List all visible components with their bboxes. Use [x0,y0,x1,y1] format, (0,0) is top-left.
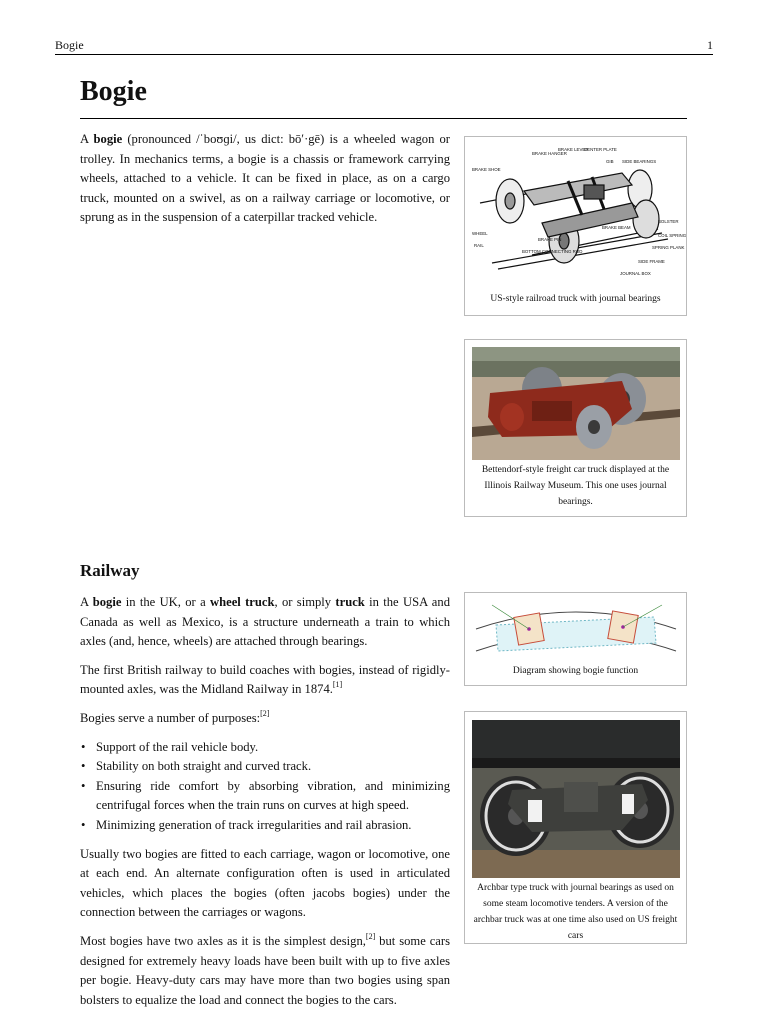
figure-bettendorf [464,339,687,517]
svg-text:BOTTOM CONNECTING ROD: BOTTOM CONNECTING ROD [522,249,583,254]
svg-text:BRAKE HANGER: BRAKE HANGER [532,151,567,156]
list-item: • Support of the rail vehicle body. [96,738,450,758]
intro-paragraph: A bogie (pronounced /ˈboʊɡi/, us dict: bō′·gē) is a wheeled wagon or trolley. In mechanics terms, a bogie is a chassis or framework carrying wheels, attached to a vehicle. It can be fixed in place, as on a cargo truck, mounted on a swivel, as on a railway carriage or locomotive, or sprung as in the suspension of a caterpillar tracked vehicle. [80,132,450,225]
list-item: • Stability on both straight and curved track. [96,757,450,777]
purposes-list [80,738,450,836]
figure-caption: Diagram showing bogie function [512,666,639,676]
running-head [55,38,713,53]
svg-text:JOURNAL BOX: JOURNAL BOX [620,271,651,276]
page-title: Bogie [80,76,147,107]
archbar-photo-art [472,720,680,878]
us-truck-diagram[interactable] [472,143,687,283]
railway-paragraph-2: The first British railway to build coaches with bogies, instead of rigidly-mounted axles, was the Midland Railway in 1874.[1] [80,662,450,697]
title-divider [80,118,687,119]
svg-text:CENTER PLATE: CENTER PLATE [584,147,617,152]
figure-caption: Archbar type truck with journal bearings as used on some steam locomotive tenders. A version of the archbar truck was at one time also used on US freight cars [473,883,678,941]
railway-section [80,593,450,1019]
svg-text:GIB: GIB [606,159,614,164]
reference-link[interactable]: [2] [365,931,376,941]
svg-text:SIDE FRAME: SIDE FRAME [638,259,665,264]
list-item: • Minimizing generation of track irregularities and rail abrasion. [96,816,450,836]
bogie-function-diagram[interactable] [472,599,680,663]
list-item: • Ensuring ride comfort by absorbing vibration, and minimizing centrifugal forces when the train runs on curves at high speed. [96,777,450,816]
truck-drawing [472,143,687,283]
archbar-photo[interactable] [472,720,680,878]
railway-paragraph-3: Bogies serve a number of purposes:[2] [80,708,270,725]
header-divider [55,54,713,55]
reference-link[interactable]: [1] [332,680,343,690]
svg-text:BRAKE PIN: BRAKE PIN [538,237,562,242]
svg-text:BRAKE BEAM: BRAKE BEAM [602,225,631,230]
svg-text:BRAKE LEVER: BRAKE LEVER [558,147,589,152]
svg-text:RAIL: RAIL [474,243,484,248]
svg-text:SPRING PLANK: SPRING PLANK [652,245,685,250]
figure-bogie-function [464,592,687,686]
railway-paragraph-5: Most bogies have two axles as it is the simplest design,[2] but some cars designed for extremely heavy loads have been built with up to five axles per bogie. Heavy-duty cars may have more than two bogies using span bolsters to equalize the load and connect the bogies to the cars. [80,931,450,1007]
intro-section [80,130,450,237]
svg-text:BRAKE SHOE: BRAKE SHOE [472,167,501,172]
bettendorf-photo-art [472,347,680,460]
railway-paragraph-1: A bogie in the UK, or a wheel truck, or simply truck in the USA and Canada as well as Mexico, is a structure underneath a train to which axles (and, hence, wheels) are attached through bearings. [80,595,450,649]
reference-link[interactable]: [2] [260,708,270,718]
figure-us-truck [464,136,687,316]
section-heading-railway: Railway [80,561,140,580]
svg-text:BOLSTER: BOLSTER [658,219,679,224]
figure-caption: Bettendorf-style freight car truck displayed at the Illinois Railway Museum. This one uses journal bearings. [481,465,670,507]
bettendorf-photo[interactable] [472,347,680,460]
page-number: 1 [707,38,713,52]
bogie-function-art [472,599,680,663]
svg-text:WHEEL: WHEEL [472,231,488,236]
svg-text:COIL SPRING: COIL SPRING [658,233,687,238]
svg-text:SIDE BEARINGS: SIDE BEARINGS [622,159,657,164]
figure-caption: US-style railroad truck with journal bearings [490,294,661,304]
figure-archbar [464,711,687,944]
railway-paragraph-4: Usually two bogies are fitted to each carriage, wagon or locomotive, one at each end. An alternate configuration often is used in articulated vehicles, which places the bogies (often jacobs bogies) under the connection between the carriages or wagons. [80,846,450,920]
running-head-title: Bogie [55,38,84,52]
